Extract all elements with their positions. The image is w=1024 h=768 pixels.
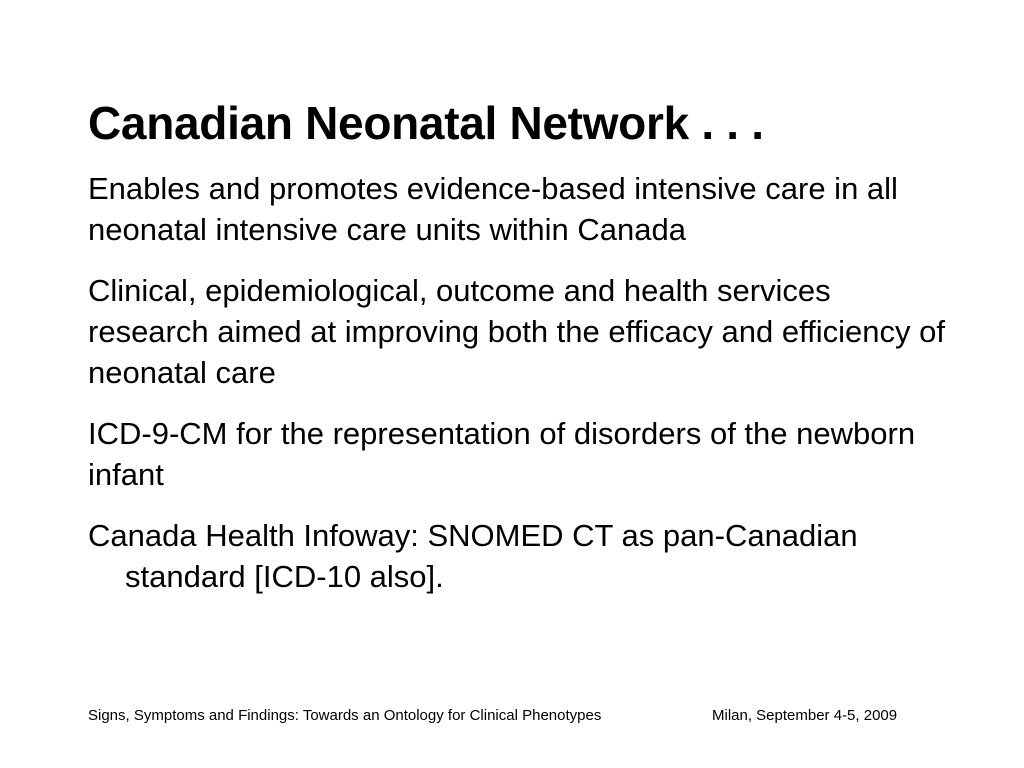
- bullet-item: Clinical, epidemiological, outcome and health services research aimed at improving both the efficacy and efficiency of neonatal care: [88, 273, 945, 390]
- bullet-item: Canada Health Infoway: SNOMED CT as pan-Canadian standard [ICD-10 also].: [88, 518, 858, 594]
- bullet-item: ICD-9-CM for the representation of disorders of the newborn infant: [88, 416, 916, 492]
- footer-location-date: Milan, September 4-5, 2009: [712, 707, 898, 724]
- slide-title: Canadian Neonatal Network . . .: [88, 97, 764, 149]
- bullet-list: [88, 168, 948, 617]
- bullet-item: Enables and promotes evidence-based intensive care in all neonatal intensive care units within Canada: [88, 171, 898, 247]
- footer-title: Signs, Symptoms and Findings: Towards an Ontology for Clinical Phenotypes: [88, 707, 602, 724]
